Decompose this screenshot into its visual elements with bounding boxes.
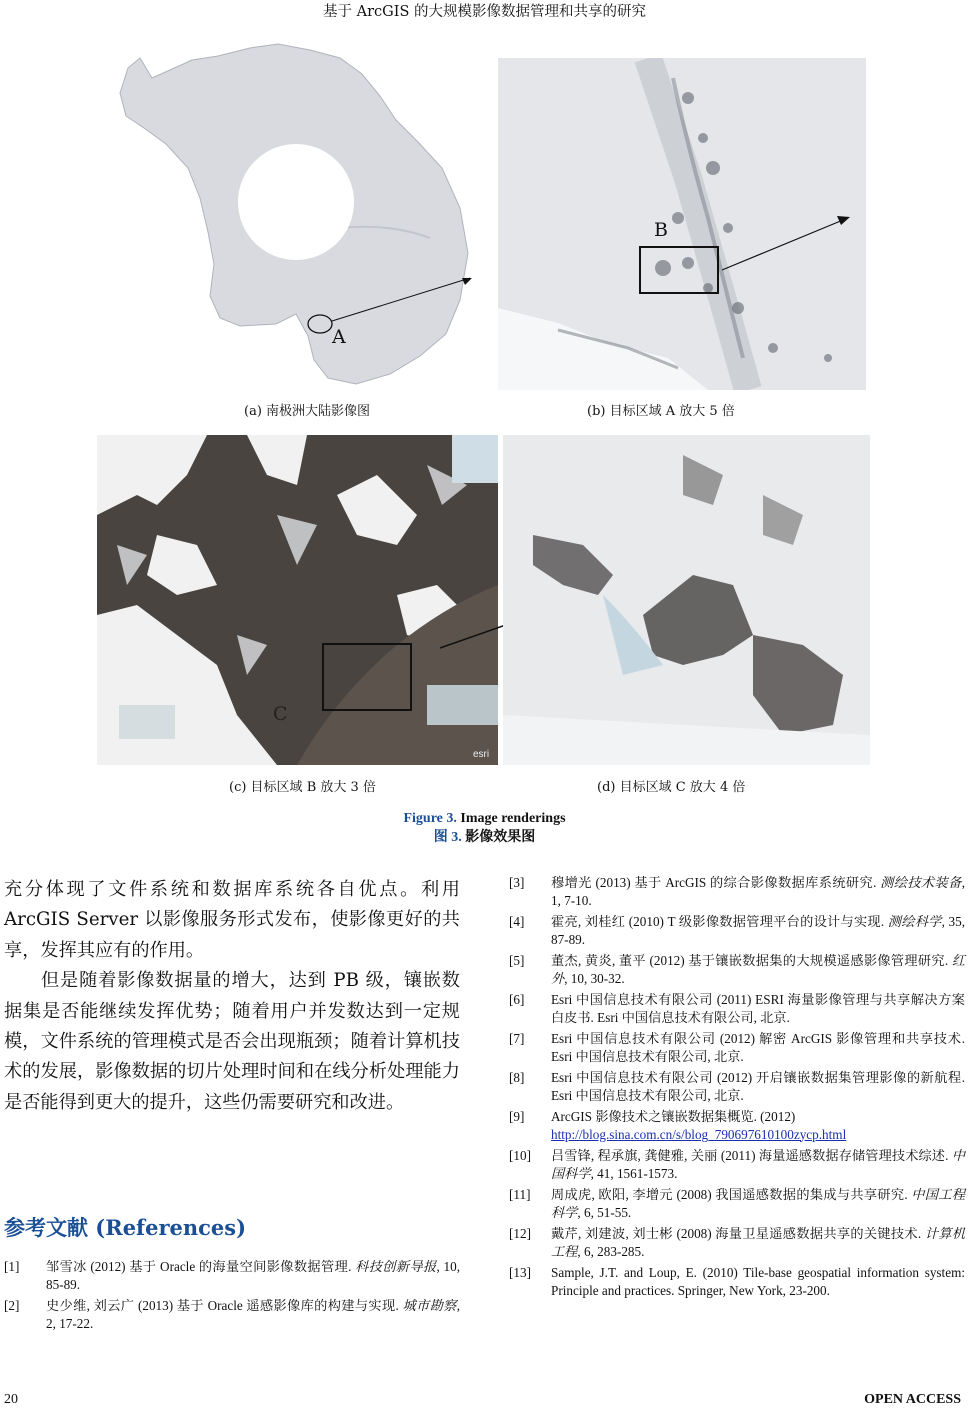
figure-caption-en <box>0 810 969 828</box>
body-paragraph-1: 充分体现了文件系统和数据库系统各自优点。利用 ArcGIS Server 以影像服务形式发布，使影像更好的共享，发挥其应有的作用。 <box>4 879 460 961</box>
antarctica-image <box>100 38 472 388</box>
references-right <box>509 874 965 1303</box>
subcaption-a: (a) 南极洲大陆影像图 <box>244 404 371 419</box>
figure-label-en: Figure 3. <box>403 811 457 826</box>
figure-panel-d <box>503 435 870 765</box>
figure-label-zh: 图 3. <box>433 830 462 845</box>
figure-title-en: Image renderings <box>460 811 566 826</box>
marker-a: A <box>332 326 346 348</box>
reference-item: [11] 周成虎, 欧阳, 李增元 (2008) 我国遥感数据的集成与共享研究. 中国工程科学, 6, 51-55. <box>509 1187 966 1220</box>
running-head: 基于 ArcGIS 的大规模影像数据管理和共享的研究 <box>323 4 646 20</box>
reference-item: [13] Sample, J.T. and Loup, E. (2010) Tile-base geospatial information system: Principle and practices. Springer, New York, 23-200. <box>509 1265 965 1298</box>
reference-item: [5] 董杰, 黄炎, 董平 (2012) 基于镶嵌数据集的大规模遥感影像管理研究. 红外, 10, 30-32. <box>509 953 965 986</box>
reference-item: [12] 戴芹, 刘建波, 刘士彬 (2008) 海量卫星遥感数据共享的关键技术. 计算机工程, 6, 283-285. <box>509 1226 966 1259</box>
page-number: 20 <box>4 1392 18 1407</box>
subcaption-c: (c) 目标区域 B 放大 3 倍 <box>229 780 376 795</box>
region-a-image <box>498 58 866 390</box>
reference-item: [4] 霍亮, 刘桂红 (2010) T 级影像数据管理平台的设计与实现. 测绘科学, 35, 87-89. <box>509 914 966 947</box>
reference-link[interactable]: http://blog.sina.com.cn/s/blog_790697610100zycp.html <box>551 1126 847 1142</box>
figure-caption-zh <box>0 829 969 847</box>
body-text <box>4 875 460 1118</box>
figure-title-zh: 影像效果图 <box>465 830 536 845</box>
references-left <box>4 1258 460 1336</box>
subcaption-d: (d) 目标区域 C 放大 4 倍 <box>597 780 746 795</box>
reference-item: [8] Esri 中国信息技术有限公司 (2012) 开启镶嵌数据集管理影像的新航程. Esri 中国信息技术有限公司, 北京. <box>509 1070 965 1103</box>
esri-watermark: esri <box>473 749 490 760</box>
open-access-label: OPEN ACCESS <box>864 1392 961 1407</box>
marker-c: C <box>273 703 288 725</box>
figure-panel-a <box>100 38 472 388</box>
marker-b: B <box>654 219 668 241</box>
reference-item: [3] 穆增光 (2013) 基于 ArcGIS 的综合影像数据库系统研究. 测绘技术装备, 1, 7-10. <box>509 875 965 908</box>
references-heading: 参考文献 (References) <box>4 1215 247 1240</box>
subcaption-b: (b) 目标区域 A 放大 5 倍 <box>587 404 735 419</box>
reference-item: [7] Esri 中国信息技术有限公司 (2012) 解密 ArcGIS 影像管理和共享技术. Esri 中国信息技术有限公司, 北京. <box>509 1031 965 1064</box>
reference-item: [6] Esri 中国信息技术有限公司 (2011) ESRI 海量影像管理与共享解决方案白皮书. Esri 中国信息技术有限公司, 北京. <box>509 992 965 1025</box>
figure-panel-b <box>498 58 866 390</box>
region-c-image <box>503 435 870 765</box>
reference-item: [2] 史少维, 刘云广 (2013) 基于 Oracle 遥感影像库的构建与实现. 城市勘察, 2, 17-22. <box>4 1298 461 1331</box>
reference-item: [10] 吕雪锋, 程承旗, 龚健雅, 关丽 (2011) 海量遥感数据存储管理技术综述. 中国科学, 41, 1561-1573. <box>509 1148 965 1181</box>
reference-item: [9] ArcGIS 影像技术之镶嵌数据集概览. (2012) http://blog.sina.com.cn/s/blog_790697610100zycp.html <box>509 1109 847 1142</box>
body-paragraph-2: 但是随着影像数据量的增大，达到 PB 级，镶嵌数据集是否能继续发挥优势；随着用户并发数达到一定规模，文件系统的管理模式是否会出现瓶颈；随着计算机技术的发展，影像数据的切片处理时间和在线分析处理能力是否能得到更大的提升，这些仍需要研究和改进。 <box>4 970 460 1113</box>
reference-item: [1] 邹雪冰 (2012) 基于 Oracle 的海量空间影像数据管理. 科技创新导报, 10, 85-89. <box>4 1259 461 1292</box>
